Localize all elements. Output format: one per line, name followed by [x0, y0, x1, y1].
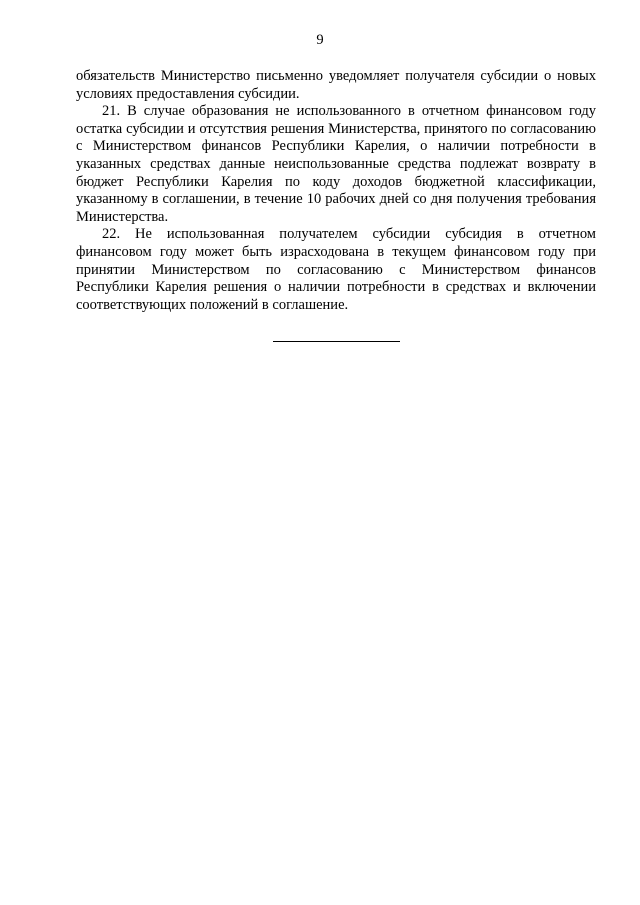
document-body	[76, 68, 596, 314]
page-number: 9	[316, 32, 324, 48]
end-of-text-rule	[273, 341, 400, 342]
paragraph-continuation: обязательств Министерство письменно уведомляет получателя субсидии о новых условиях предоставления субсидии.	[76, 68, 596, 102]
paragraph-22: 22. Не использованная получателем субсидии субсидия в отчетном финансовом году может быть израсходована в текущем финансовом году при принятии Министерством по согласованию с Министерством финансов Республики Карелия решения о наличии потребности в средствах и включении соответствующих положений в соглашение.	[76, 226, 596, 313]
paragraph-21: 21. В случае образования не использованного в отчетном финансовом году остатка субсидии и отсутствия решения Министерства, принятого по согласованию с Министерством финансов Республики Карелия, о наличии потребности в указанных средствах данные неиспользованные средства подлежат возврату в бюджет Республики Карелия по коду доходов бюджетной классификации, указанному в соглашении, в течение 10 рабочих дней со дня получения требования Министерства.	[76, 103, 596, 225]
